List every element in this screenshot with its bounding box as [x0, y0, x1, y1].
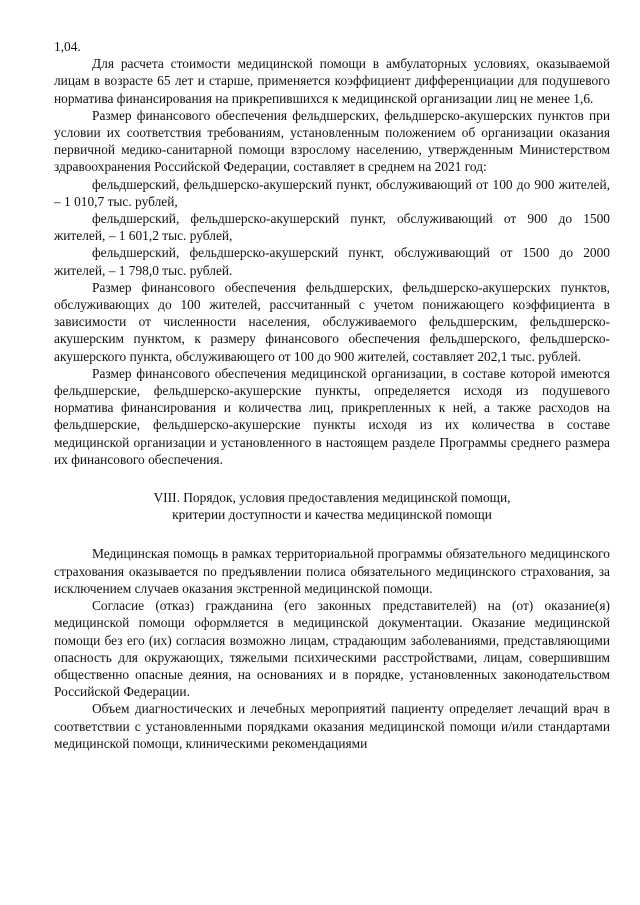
- paragraph-oms-policy: Медицинская помощь в рамках территориальной программы обязательного медицинского страхования оказывается по предъявлении полиса обязательного медицинского страхования, за исключением случаев оказания экстренной медицинской помощи.: [54, 546, 610, 596]
- paragraph-elderly-coefficient: Для расчета стоимости медицинской помощи в амбулаторных условиях, оказываемой лицам в возрасте 65 лет и старше, применяется коэффициент дифференциации для подушевого норматива финансирования на прикрепившихся к медицинской организации лиц не менее 1,6.: [54, 56, 610, 106]
- paragraph-consent: Согласие (отказ) гражданина (его законных представителей) на (от) оказание(я) медицинской помощи оформляется в медицинской документации. Оказание медицинской помощи без его (их) согласия возможно лицам, страдающим заболеваниями, представляющими опасность для окружающих, тяжелыми психическими расстройствами, лицам, совершившим общественно опасные деяния, на основаниях и в порядке, установленных законодательством Российской Федерации.: [54, 598, 610, 700]
- paragraph-fap-900-1500: фельдшерский, фельдшерско-акушерский пункт, обслуживающий от 900 до 1500 жителей, – 1 601,2 тыс. рублей,: [54, 211, 610, 244]
- paragraph-fap-100-900: фельдшерский, фельдшерско-акушерский пункт, обслуживающий от 100 до 900 жителей, – 1 010,7 тыс. рублей,: [54, 176, 610, 209]
- section-heading-line-2: критерии доступности и качества медицинской помощи: [172, 507, 492, 523]
- paragraph-continuation: 1,04.: [54, 39, 81, 54]
- document-page: [54, 38, 610, 752]
- paragraph-fap-funding-intro: Размер финансового обеспечения фельдшерских, фельдшерско-акушерских пунктов при условии их соответствия требованиям, установленным положением об организации оказания первичной медико-санитарной помощи взрослому населению, утвержденным Министерством здравоохранения Российской Федерации, составляет в среднем на 2021 год:: [54, 107, 610, 175]
- section-heading: [54, 489, 610, 523]
- paragraph-organization-funding: Размер финансового обеспечения медицинской организации, в составе которой имеются фельдшерские, фельдшерско-акушерские пункты, определяется исходя из подушевого норматива финансирования и количества лиц, прикрепленных к ней, а также расходов на фельдшерские, фельдшерско-акушерские пункты исходя из их количества в составе медицинской организации и установленного в настоящем разделе Программы среднего размера их финансового обеспечения.: [54, 365, 610, 467]
- paragraph-fap-under-100: Размер финансового обеспечения фельдшерских, фельдшерско-акушерских пунктов, обслуживающих до 100 жителей, рассчитанный с учетом понижающего коэффициента в зависимости от численности населения, обслуживаемого фельдшерским, фельдшерско-акушерским пунктом, к размеру финансового обеспечения фельдшерского, фельдшерско-акушерского пункта, обслуживающего от 100 до 900 жителей, составляет 202,1 тыс. рублей.: [54, 279, 610, 364]
- paragraph-fap-1500-2000: фельдшерский, фельдшерско-акушерский пункт, обслуживающий от 1500 до 2000 жителей, – 1 798,0 тыс. рублей.: [54, 245, 610, 278]
- paragraph-diagnostic-volume: Объем диагностических и лечебных мероприятий пациенту определяет лечащий врач в соответствии с установленными порядками оказания медицинской помощи и/или стандартами медицинской помощи, клиническими рекомендациями: [54, 701, 610, 751]
- section-heading-line-1: VIII. Порядок, условия предоставления медицинской помощи,: [153, 490, 511, 506]
